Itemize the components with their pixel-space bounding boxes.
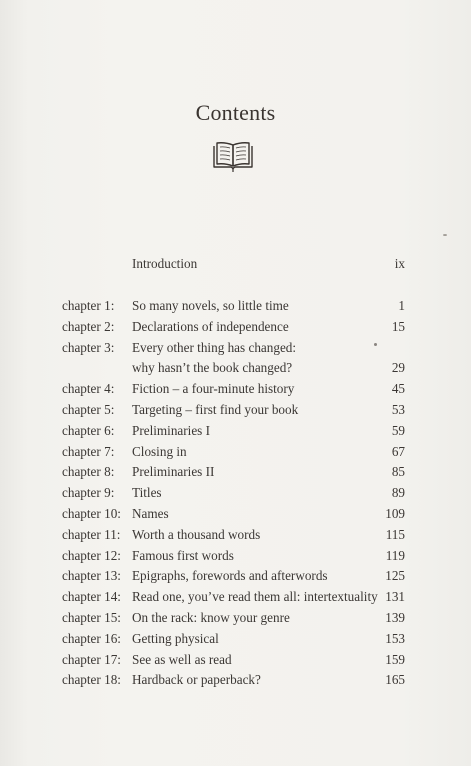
toc-entry-page: 153 bbox=[385, 630, 405, 646]
toc-entry-page: 165 bbox=[385, 672, 405, 688]
toc-entry-title: Getting physical bbox=[132, 630, 219, 646]
toc-entry-page: 85 bbox=[391, 464, 405, 480]
toc-entry-title: Hardback or paperback? bbox=[132, 672, 261, 688]
toc-introduction[interactable] bbox=[0, 254, 471, 274]
toc-entry-title: Names bbox=[132, 506, 169, 521]
toc-entry-chapter-number: chapter 18: bbox=[62, 672, 121, 688]
toc-entry-title: Introduction bbox=[132, 256, 198, 271]
toc-entry-title: Preliminaries I bbox=[132, 422, 211, 438]
toc-entry-chapter-number: chapter 17: bbox=[62, 651, 121, 667]
page-title: Contents bbox=[195, 100, 276, 125]
toc-entry-title: Worth a thousand words bbox=[132, 526, 261, 542]
toc-entry-chapter-number: chapter 6: bbox=[62, 422, 115, 438]
toc-entry-chapter-number: chapter 7: bbox=[62, 443, 115, 459]
toc-entry-page: 67 bbox=[391, 443, 405, 459]
paper-speck bbox=[443, 234, 447, 236]
toc-entry-chapter-number: chapter 10: bbox=[62, 506, 121, 521]
toc-entry-page: 125 bbox=[385, 568, 405, 584]
toc-entry-page: ix bbox=[394, 256, 405, 271]
toc-entry-title: Famous first words bbox=[132, 547, 234, 563]
toc-entry[interactable] bbox=[0, 421, 471, 441]
toc-entry-chapter-number: chapter 5: bbox=[62, 402, 115, 417]
toc-entry[interactable] bbox=[0, 462, 471, 482]
toc-entry-page: 89 bbox=[391, 485, 405, 501]
toc-entry[interactable] bbox=[0, 504, 471, 524]
toc-entry[interactable] bbox=[0, 379, 471, 399]
paper-speck bbox=[374, 343, 377, 346]
toc-entry-page: 115 bbox=[385, 526, 405, 542]
toc-entry-title: Fiction – a four-minute history bbox=[132, 381, 295, 397]
toc-entry-title: Titles bbox=[132, 485, 162, 501]
toc-entry[interactable] bbox=[0, 525, 471, 545]
toc-entry-chapter-number: chapter 8: bbox=[62, 464, 115, 480]
toc-entry-title: Every other thing has changed: bbox=[132, 339, 297, 355]
toc-entry-title: why hasn’t the book changed? bbox=[132, 360, 293, 376]
toc-entry[interactable] bbox=[0, 483, 471, 503]
toc-entry-title: Declarations of independence bbox=[132, 318, 289, 334]
toc-entry-title: So many novels, so little time bbox=[132, 298, 289, 313]
toc-entry-title: Preliminaries II bbox=[132, 464, 215, 480]
toc-entry-page: 119 bbox=[385, 547, 405, 563]
toc-entry-chapter-number: chapter 4: bbox=[62, 381, 115, 397]
toc-entry-chapter-number: chapter 1: bbox=[62, 298, 115, 313]
toc-entry[interactable] bbox=[0, 546, 471, 566]
toc-entry[interactable] bbox=[0, 338, 471, 358]
toc-entry-page: 159 bbox=[385, 651, 405, 667]
toc-entry-chapter-number: chapter 15: bbox=[62, 610, 121, 625]
toc-entry-title: Read one, you’ve read them all: intertextuality bbox=[132, 589, 378, 605]
toc-entry[interactable] bbox=[0, 629, 471, 649]
toc-entry-page: 131 bbox=[385, 589, 405, 605]
toc-entry[interactable] bbox=[0, 400, 471, 420]
toc-entry-chapter-number: chapter 16: bbox=[62, 630, 121, 646]
toc-entry-chapter-number: chapter 2: bbox=[62, 318, 115, 334]
toc-entry-page: 29 bbox=[391, 360, 405, 376]
toc-entry[interactable] bbox=[0, 587, 471, 607]
toc-entry-title: See as well as read bbox=[132, 651, 232, 667]
open-book-icon bbox=[212, 138, 254, 172]
toc-entry-title: Closing in bbox=[132, 443, 187, 459]
toc-entry-page: 45 bbox=[391, 381, 405, 397]
toc-entry-chapter-number: chapter 11: bbox=[62, 526, 121, 542]
toc-entry-page: 15 bbox=[391, 318, 405, 334]
toc-entry-title: On the rack: know your genre bbox=[132, 610, 290, 625]
toc-entry-title: Targeting – first find your book bbox=[132, 402, 299, 417]
toc-entry[interactable] bbox=[0, 442, 471, 462]
toc-entry[interactable] bbox=[0, 296, 471, 316]
toc-entry-page: 59 bbox=[391, 422, 405, 438]
toc-entry-page: 53 bbox=[391, 402, 405, 417]
toc-entry[interactable] bbox=[0, 566, 471, 586]
toc-entry-chapter-number: chapter 14: bbox=[62, 589, 121, 605]
toc-entry[interactable] bbox=[0, 608, 471, 628]
toc-entry-chapter-number: chapter 13: bbox=[62, 568, 121, 584]
toc-entry-chapter-number: chapter 3: bbox=[62, 339, 115, 355]
toc-entry-chapter-number: chapter 9: bbox=[62, 485, 115, 501]
toc-entry-page: 1 bbox=[398, 298, 405, 313]
toc-entry[interactable] bbox=[0, 670, 471, 690]
toc-entry[interactable] bbox=[0, 317, 471, 337]
toc-entry-title: Epigraphs, forewords and afterwords bbox=[132, 568, 328, 584]
toc-entry[interactable] bbox=[0, 358, 471, 378]
toc-entry[interactable] bbox=[0, 650, 471, 670]
toc-entry-chapter-number: chapter 12: bbox=[62, 547, 121, 563]
toc-entry-page: 109 bbox=[385, 506, 405, 521]
toc-entry-page: 139 bbox=[385, 610, 405, 625]
